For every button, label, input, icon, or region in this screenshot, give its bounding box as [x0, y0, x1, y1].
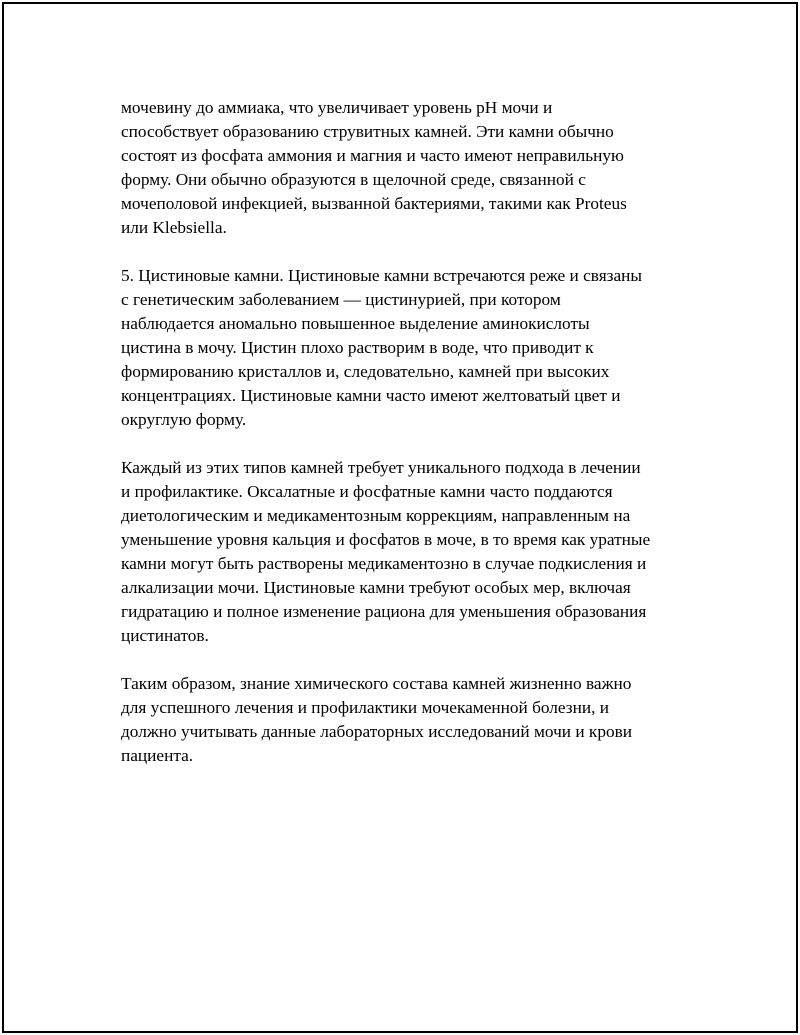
document-body [121, 96, 691, 792]
paragraph-cystine-stones: 5. Цистиновые камни. Цистиновые камни встречаются реже и связаны с генетическим заболеванием — цистинурией, при котором наблюдается аномально повышенное выделение аминокислоты цистина в мочу. Цистин плохо растворим в воде, что приводит к формированию кристаллов и, следовательно, камней при высоких концентрациях. Цистиновые камни часто имеют желтоватый цвет и округлую форму. [121, 266, 643, 429]
paragraph-struvite-stones: мочевину до аммиака, что увеличивает уровень pH мочи и способствует образованию струвитных камней. Эти камни обычно состоят из фосфата аммония и магния и часто имеют неправильную форму. Они обычно образуются в щелочной среде, связанной с мочеполовой инфекцией, вызванной бактериями, такими как Proteus или Klebsiella. [121, 98, 627, 237]
paragraph-conclusion: Таким образом, знание химического состава камней жизненно важно для успешного лечения и профилактики мочекаменной болезни, и должно учитывать данные лабораторных исследований мочи и крови пациента. [121, 674, 633, 765]
page-frame [2, 2, 798, 1033]
paragraph-treatment-approaches: Каждый из этих типов камней требует уникального подхода в лечении и профилактике. Оксалатные и фосфатные камни часто поддаются диетологическим и медикаментозным коррекциям, направленным на уменьшение уровня кальция и фосфатов в моче, в то время как уратные камни могут быть растворены медикаментозно в случае подкисления и алкализации мочи. Цистиновые камни требуют особых мер, включая гидратацию и полное изменение рациона для уменьшения образования цистинатов. [121, 458, 651, 645]
